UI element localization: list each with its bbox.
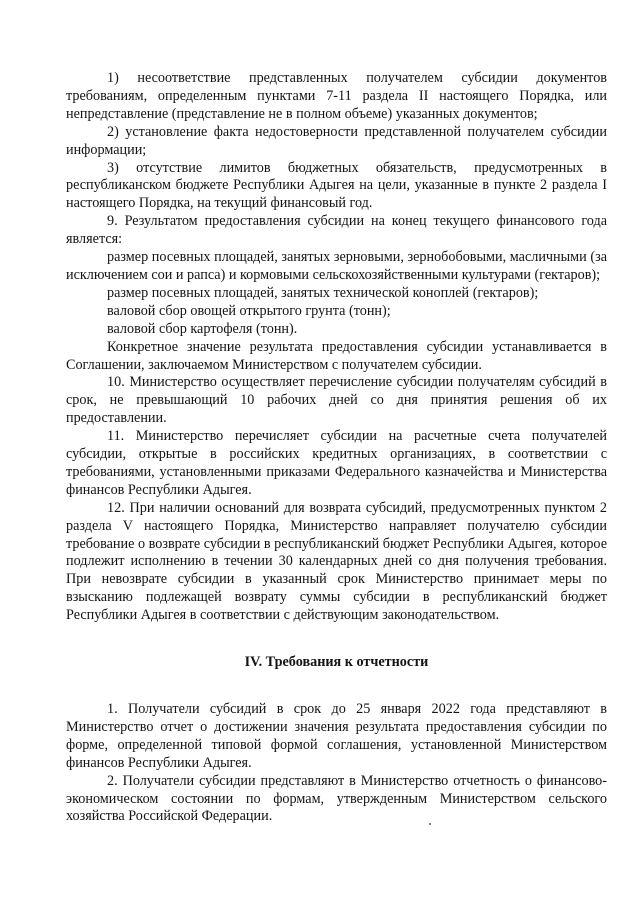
- paragraph-item-3: 3) отсутствие лимитов бюджетных обязательств, предусмотренных в республиканском бюджете Республики Адыгея на цели, указанные в пункте 2 раздела I настоящего Порядка, на текущий финансовый год.: [66, 159, 607, 212]
- line-result-potato: валовой сбор картофеля (тонн).: [107, 320, 298, 337]
- paragraph-result-grain: размер посевных площадей, занятых зерновыми, зернобобовыми, масличными (за исключением сои и рапса) и кормовыми сельскохозяйственными культурами (гектаров);: [66, 249, 607, 283]
- document-page: [66, 70, 607, 826]
- paragraph-item-2: 2) установление факта недостоверности представленной получателем субсидии информации;: [66, 123, 607, 158]
- line-result-hemp: размер посевных площадей, занятых технической коноплей (гектаров);: [107, 284, 539, 301]
- paragraph-report-2: 2. Получатели субсидии представляют в Министерство отчетность о финансово-экономическом состоянии по формам, утвержденным Министерством сельского хозяйства Российской Федерации.: [66, 772, 607, 825]
- section-heading: IV. Требования к отчетности: [244, 654, 429, 671]
- scan-speck: [429, 823, 431, 825]
- paragraph-clause-9: 9. Результатом предоставления субсидии на конец текущего финансового года является:: [66, 213, 607, 248]
- paragraph-report-1: 1. Получатели субсидий в срок до 25 января 2022 года представляют в Министерство отчет о достижении значения результата предоставления субсидии по форме, определенной типовой формой соглашения, установленной Министерством финансов Республики Адыгея.: [66, 701, 607, 771]
- paragraph-clause-11: 11. Министерство перечисляет субсидии на расчетные счета получателей субсидии, открытые в российских кредитных организациях, в соответствии с требованиями, установленными приказами Федерального казначейства и Министерства финансов Республики Адыгея.: [66, 428, 607, 498]
- paragraph-result-value: Конкретное значение результата предоставления субсидии устанавливается в Соглашении, заключаемом Министерством с получателем субсидии.: [66, 338, 607, 373]
- paragraph-clause-12: 12. При наличии оснований для возврата субсидий, предусмотренных пунктом 2 раздела V настоящего Порядка, Министерство направляет получателю субсидии требование о возврате субсидии в республиканский бюджет Республики Адыгея, которое подлежит исполнению в течении 30 календарных дней со дня получения требования. При невозврате субсидии в указанный срок Министерство принимает меры по взысканию подлежащей возврату суммы субсидии в республиканский бюджет Республики Адыгея в соответствии с действующим законодательством.: [66, 499, 607, 624]
- paragraph-item-1: 1) несоответствие представленных получателем субсидии документов требованиям, определенным пунктами 7-11 раздела II настоящего Порядка, или непредставление (представление не в полном объеме) указанных документов;: [66, 70, 607, 122]
- line-result-vegetables: валовой сбор овощей открытого грунта (тонн);: [107, 302, 391, 319]
- paragraph-clause-10: 10. Министерство осуществляет перечисление субсидии получателям субсидий в срок, не превышающий 10 рабочих дней со дня принятия решения об их предоставлении.: [66, 374, 607, 427]
